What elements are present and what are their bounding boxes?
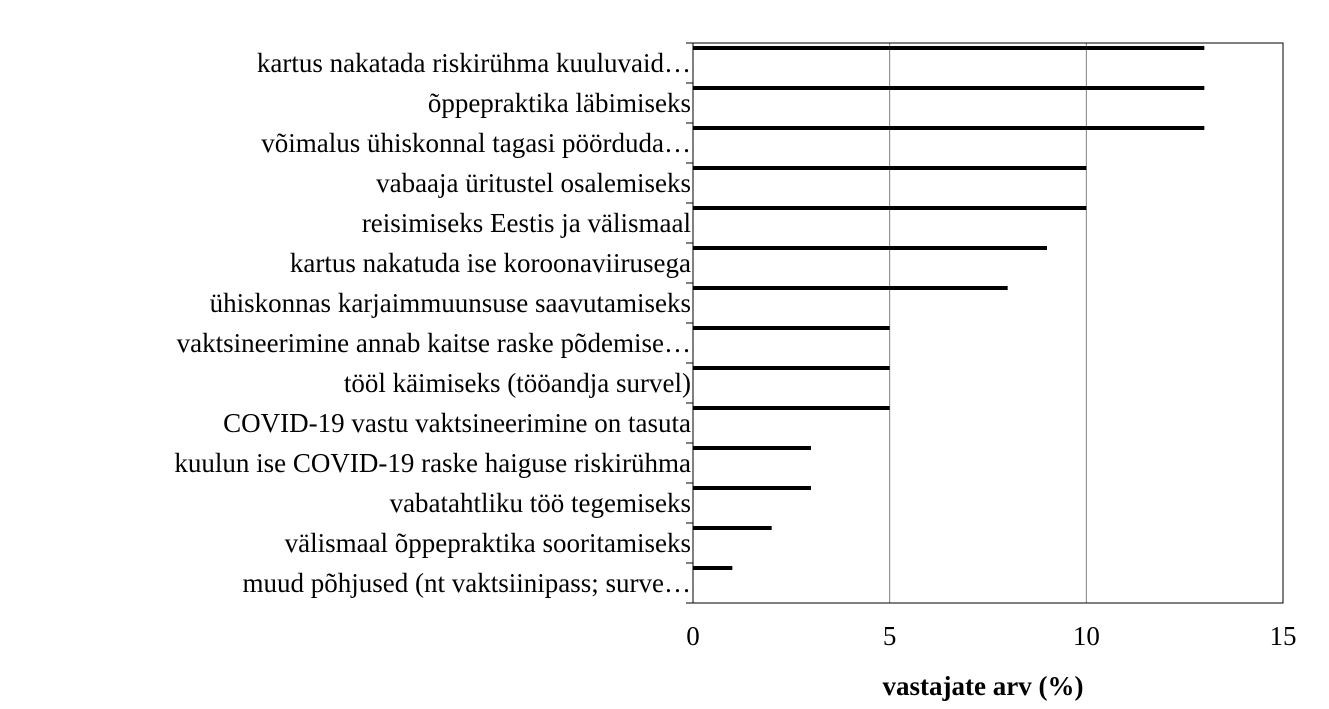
category-label-3: võimalus ühiskonnal tagasi pöörduda… [261, 128, 691, 158]
category-labels [174, 48, 691, 598]
x-tick-labels [686, 621, 1296, 651]
bar-11 [693, 446, 811, 450]
bar-2 [693, 86, 1204, 90]
category-label-6: kartus nakatuda ise koroonaviirusega [289, 248, 691, 278]
bar-4 [693, 166, 1086, 170]
category-label-11: kuulun ise COVID-19 raske haiguse riskirühma [174, 448, 691, 478]
bar-7 [693, 286, 1008, 290]
x-tick-label-5: 5 [882, 621, 897, 651]
bar-10 [693, 406, 890, 410]
bar-14 [693, 566, 732, 570]
x-tick-label-10: 10 [1072, 621, 1100, 651]
bar-13 [693, 526, 772, 530]
category-label-14: muud põhjused (nt vaktsiinipass; surve… [242, 568, 691, 598]
bar-6 [693, 246, 1047, 250]
bars [693, 46, 1204, 570]
x-axis-title: vastajate arv (%) [882, 671, 1084, 701]
category-label-13: välismaal õppepraktika sooritamiseks [284, 528, 691, 558]
bar-1 [693, 46, 1204, 50]
category-label-4: vabaaja üritustel osalemiseks [376, 168, 691, 198]
category-label-8: vaktsineerimine annab kaitse raske põdemise… [176, 328, 691, 358]
x-tick-label-15: 15 [1269, 621, 1297, 651]
category-label-10: COVID-19 vastu vaktsineerimine on tasuta [223, 408, 691, 438]
x-tick-label-0: 0 [686, 621, 700, 651]
bar-3 [693, 126, 1204, 130]
bar-9 [693, 366, 890, 370]
category-label-1: kartus nakatada riskirühma kuuluvaid… [256, 48, 691, 78]
bar-5 [693, 206, 1086, 210]
category-label-2: õppepraktika läbimiseks [427, 88, 691, 118]
category-label-9: tööl käimiseks (tööandja survel) [343, 368, 691, 398]
category-label-5: reisimiseks Eestis ja välismaal [361, 208, 691, 238]
category-label-12: vabatahtliku töö tegemiseks [389, 488, 691, 518]
category-label-7: ühiskonnas karjaimmuunsuse saavutamiseks [209, 288, 691, 318]
bar-12 [693, 486, 811, 490]
bar-8 [693, 326, 890, 330]
